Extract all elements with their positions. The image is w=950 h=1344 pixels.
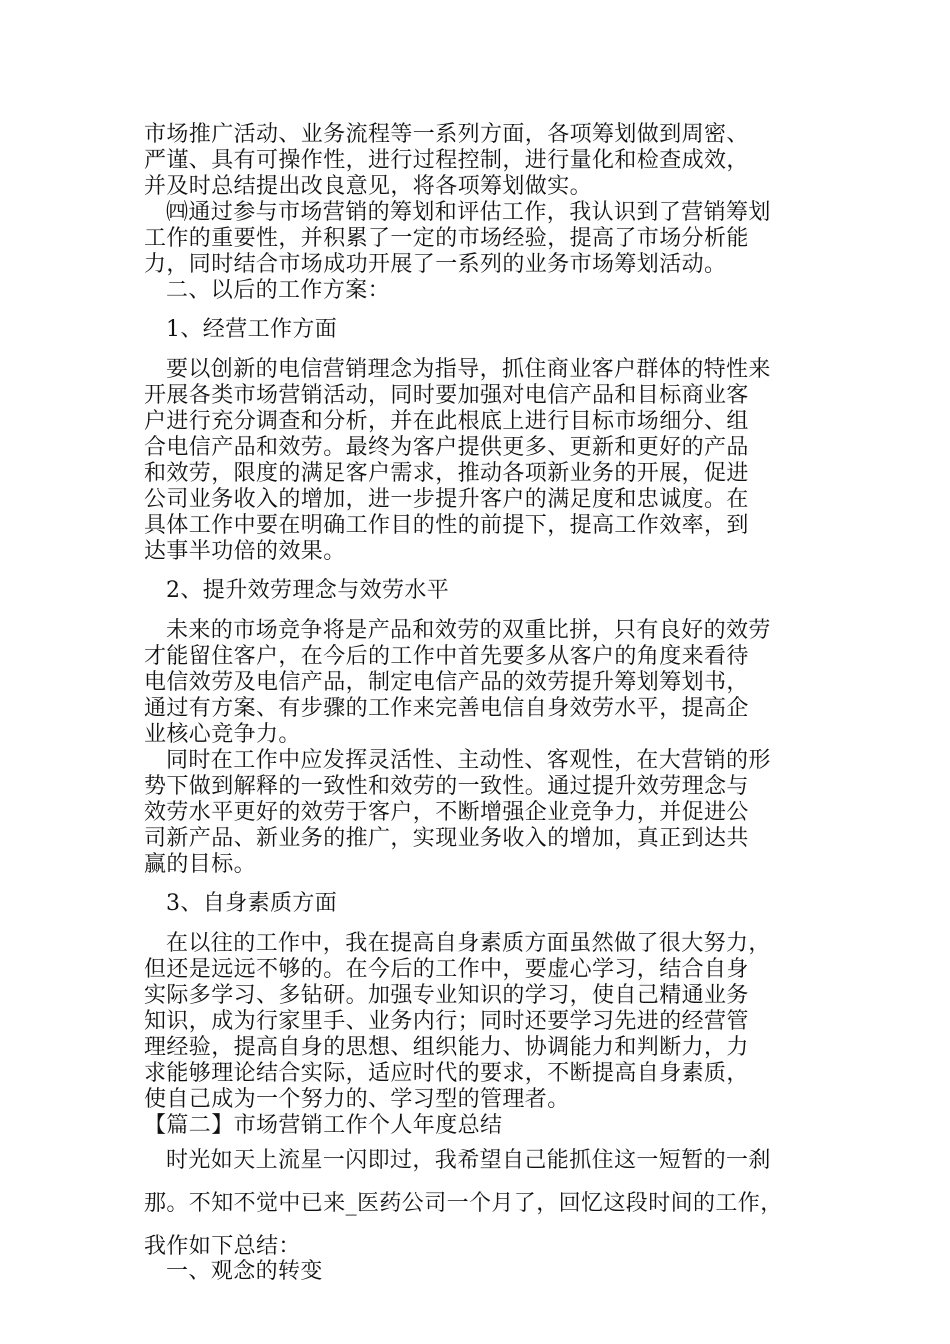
text-line: ㈣通过参与市场营销的筹划和评估工作，我认识到了营销筹划 [166,200,771,225]
text-line: 未来的市场竞争将是产品和效劳的双重比拼，只有良好的效劳 [166,618,771,643]
text-line: 严谨、具有可操作性，进行过程控制，进行量化和检查成效， [144,148,749,173]
text-line: 合电信产品和效劳。最终为客户提供更多、更新和更好的产品 [144,435,749,460]
text-line: 司新产品、新业务的推广，实现业务收入的增加，真正到达共 [144,826,749,851]
text-line: 时光如天上流星一闪即过，我希望自己能抓住这一短暂的一刹 [166,1148,771,1173]
text-line: 户进行充分调查和分析，并在此根底上进行目标市场细分、组 [144,409,749,434]
section-heading: 二、以后的工作方案： [166,278,391,303]
section-heading: 一、观念的转变 [166,1259,323,1284]
text-line: 公司业务收入的增加，进一步提升客户的满足度和忠诚度。在 [144,487,749,512]
document-body [144,122,816,1285]
subsection-heading: 3、自身素质方面 [166,891,338,916]
text-line: 但还是远远不够的。在今后的工作中，要虚心学习，结合自身 [144,957,749,982]
text-line: 达事半功倍的效果。 [144,539,346,564]
text-line: 使自己成为一个努力的、学习型的管理者。 [144,1087,570,1112]
text-line: 势下做到解释的一致性和效劳的一致性。通过提升效劳理念与 [144,774,749,799]
text-line: 知识，成为行家里手、业务内行；同时还要学习先进的经营管 [144,1009,749,1034]
part-heading: 【篇二】市场营销工作个人年度总结 [144,1113,503,1138]
text-line: 和效劳，限度的满足客户需求，推动各项新业务的开展，促进 [144,461,749,486]
text-line: 我作如下总结： [144,1234,301,1259]
text-line: 具体工作中要在明确工作目的性的前提下，提高工作效率，到 [144,513,749,538]
text-line: 实际多学习、多钻研。加强专业知识的学习，使自己精通业务 [144,983,749,1008]
text-line: 市场推广活动、业务流程等一系列方面，各项筹划做到周密、 [144,122,749,147]
text-line: 电信效劳及电信产品，制定电信产品的效劳提升筹划筹划书， [144,670,749,695]
text-line: 赢的目标。 [144,852,257,877]
text-line: 力，同时结合市场成功开展了一系列的业务市场筹划活动。 [144,252,727,277]
text-line: 并及时总结提出改良意见，将各项筹划做实。 [144,174,593,199]
text-line: 求能够理论结合实际，适应时代的要求，不断提高自身素质， [144,1061,749,1086]
subsection-heading: 1、经营工作方面 [166,317,338,342]
text-line: 理经验，提高自身的思想、组织能力、协调能力和判断力，力 [144,1035,749,1060]
text-line: 要以创新的电信营销理念为指导，抓住商业客户群体的特性来 [166,357,771,382]
text-line: 开展各类市场营销活动，同时要加强对电信产品和目标商业客 [144,383,749,408]
text-line: 同时在工作中应发挥灵活性、主动性、客观性，在大营销的形 [166,748,771,773]
text-line: 通过有方案、有步骤的工作来完善电信自身效劳水平，提高企 [144,696,749,721]
text-line: 才能留住客户，在今后的工作中首先要多从客户的角度来看待 [144,644,749,669]
text-line: 业核心竞争力。 [144,722,301,747]
text-line: 那。不知不觉中已来_医药公司一个月了，回忆这段时间的工作， [144,1191,783,1216]
text-line: 效劳水平更好的效劳于客户，不断增强企业竞争力，并促进公 [144,800,749,825]
text-line: 工作的重要性，并积累了一定的市场经验，提高了市场分析能 [144,226,749,251]
text-line: 在以往的工作中，我在提高自身素质方面虽然做了很大努力， [166,931,771,956]
subsection-heading: 2、提升效劳理念与效劳水平 [166,578,450,603]
